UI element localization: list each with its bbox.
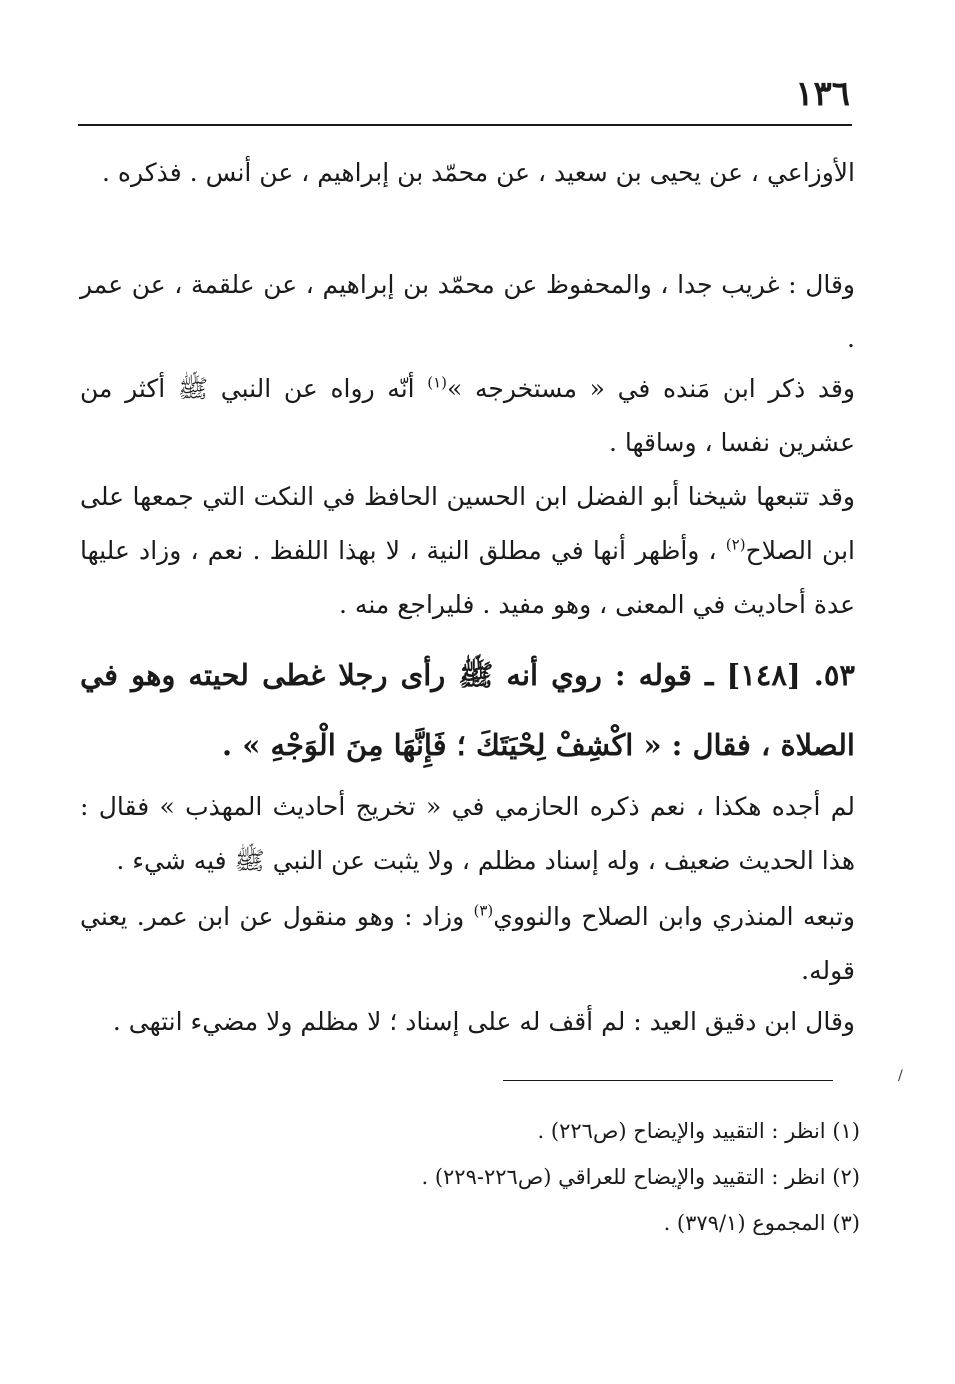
footnote-rule	[503, 1080, 833, 1081]
stray-mark: /	[898, 1068, 903, 1084]
paragraph-text: وزاد : وهو منقول عن ابن عمر. يعني قوله.	[80, 902, 855, 985]
paragraph-isnad-awzai: الأوزاعي ، عن يحيى بن سعيد ، عن محمّد بن إبراهيم ، عن أنس . فذكره .	[101, 158, 855, 187]
paragraph-ibn-mandah	[80, 362, 855, 470]
footnote-1: (١) انظر : التقييد والإيضاح (ص٢٢٦) .	[537, 1119, 860, 1143]
footnote-3: (٣) المجموع (٣٧٩/١) .	[663, 1211, 860, 1235]
footnote-ref-2: (٢)	[725, 535, 746, 554]
paragraph-text: ، وأظهر أنها في مطلق النية ، لا بهذا اللفظ . نعم ، وزاد عليها عدة أحاديث في المعنى ، وهو مفيد . فليراجع منه .	[80, 536, 855, 619]
paragraph-abu-al-fadl	[80, 470, 855, 632]
paragraph-text: وقد تتبعها شيخنا أبو الفضل ابن الحسين الحافظ في النكت التي جمعها على ابن الصلاح	[80, 482, 855, 565]
paragraph-hazimi: لم أجده هكذا ، نعم ذكره الحازمي في « تخريج أحاديث المهذب » فقال : هذا الحديث ضعيف ، وله إسناد مظلم ، ولا يثبت عن النبي ﷺ فيه شيء .	[80, 792, 855, 875]
paragraph-text: أنّه رواه عن النبي ﷺ أكثر من عشرين نفسا ، وساقها .	[80, 374, 855, 457]
footnotes	[300, 1108, 860, 1246]
header-rule	[78, 124, 852, 126]
page-number: ١٣٦	[795, 74, 850, 114]
section-heading-53: ٥٣. [١٤٨] ـ قوله : روي أنه ﷺ رأى رجلا غطى لحيته وهو في الصلاة ، فقال : « اكْشِفْ لِحْيَتَكَ ؛ فَإِنَّهَا مِنَ الْوَجْهِ » .	[80, 658, 855, 762]
paragraph-text: وتبعه المنذري وابن الصلاح والنووي	[493, 902, 855, 931]
paragraph-mundhiri	[80, 890, 855, 998]
footnote-ref-3: (٣)	[473, 901, 494, 920]
paragraph-ibn-daqiq: وقال ابن دقيق العيد : لم أقف له على إسناد ؛ لا مظلم ولا مضيء انتهى .	[112, 1007, 855, 1036]
footnote-2: (٢) انظر : التقييد والإيضاح للعراقي (ص٢٢٦-٢٢٩) .	[421, 1165, 860, 1189]
footnote-ref-1: (١)	[427, 373, 448, 392]
paragraph-gharib: وقال : غريب جدا ، والمحفوظ عن محمّد بن إبراهيم ، عن علقمة ، عن عمر .	[80, 270, 855, 353]
paragraph-text: وقد ذكر ابن مَنده في « مستخرجه »	[447, 374, 855, 403]
